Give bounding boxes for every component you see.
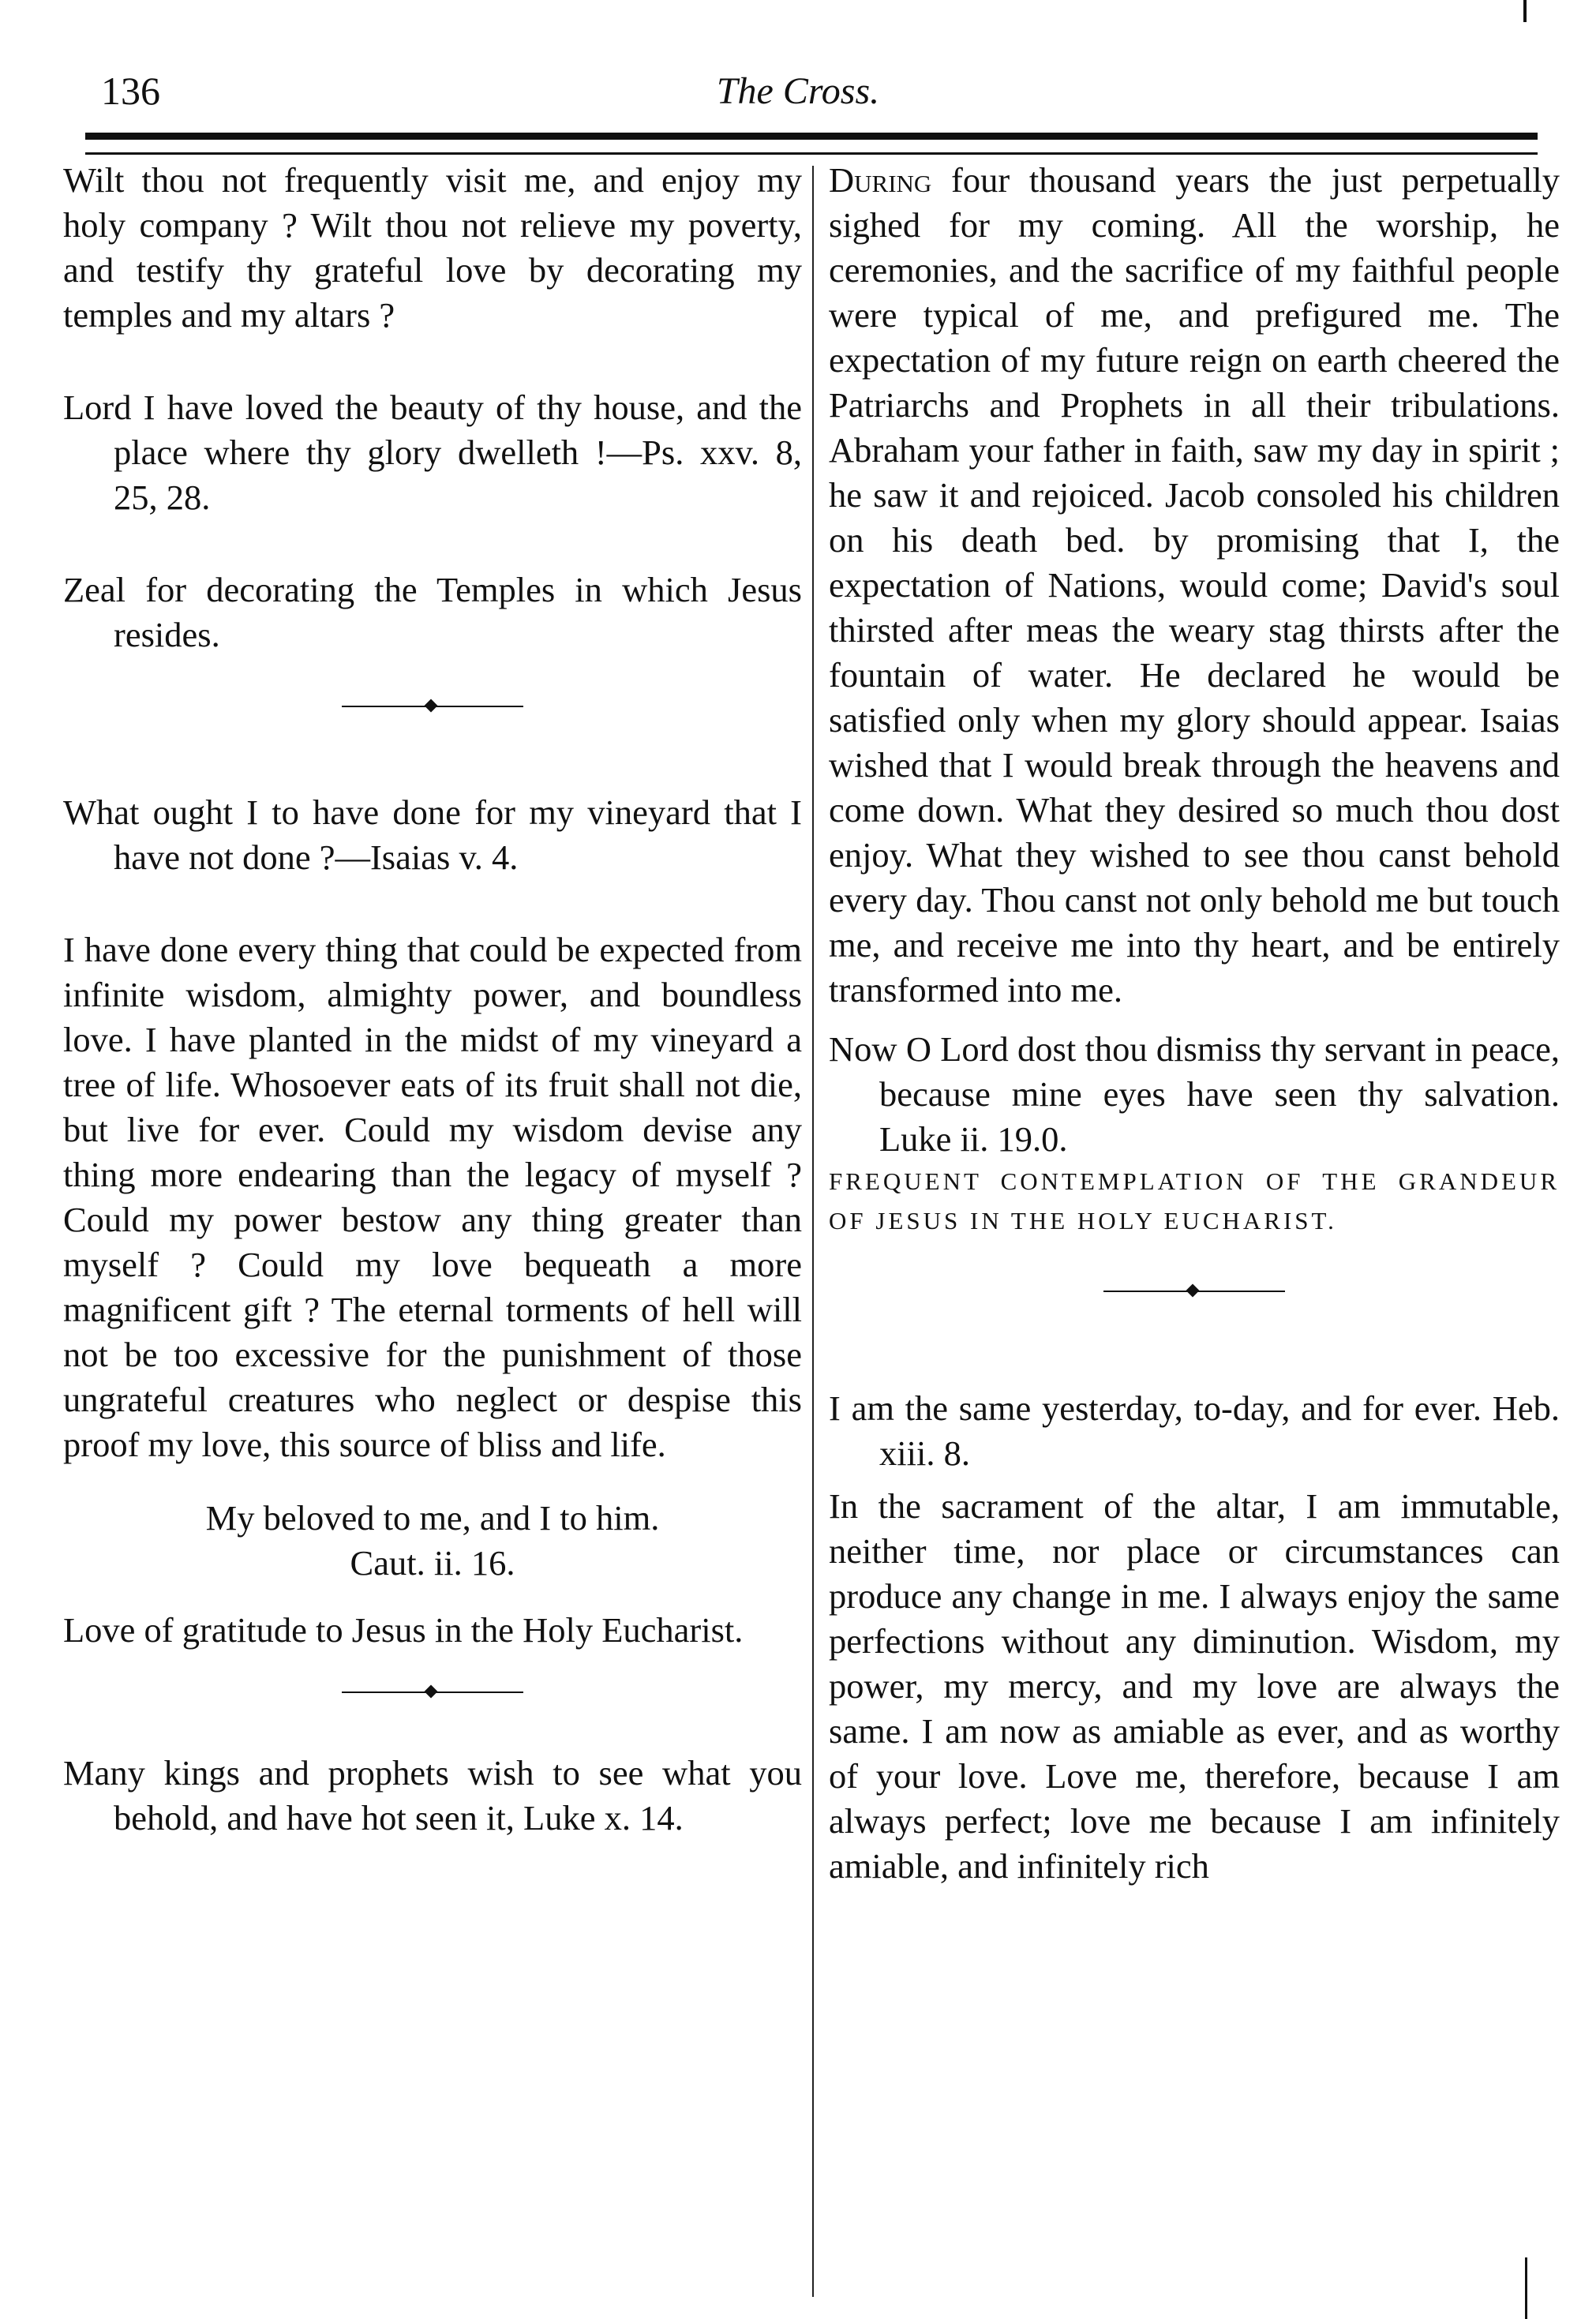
ornament-divider xyxy=(1103,1283,1285,1299)
left-section-title: Zeal for decorating the Temples in which Jesus resides. xyxy=(63,570,802,654)
right-paragraph-1 xyxy=(829,158,1560,1013)
right-section-heading: FREQUENT CONTEMPLATION OF THE GRANDEUR OF JESUS IN THE HOLY EUCHARIST. xyxy=(829,1167,1560,1234)
drop-lead-word: During xyxy=(829,160,932,200)
left-paragraph-1: Wilt thou not frequently visit me, and enjoy my holy company ? Wilt thou not relieve my poverty, and testify thy grateful love by decorating my temples and my altars ? xyxy=(63,160,802,335)
running-title: The Cross. xyxy=(716,70,880,112)
left-scripture-quote: Lord I have loved the beauty of thy house, and the place where thy glory dwelleth !—Ps. xxv. 8, 25, 28. xyxy=(63,388,802,517)
left-column xyxy=(63,158,802,1841)
left-quote-ref: Caut. ii. 16. xyxy=(350,1543,515,1583)
page-number: 136 xyxy=(101,69,160,113)
right-scripture-quote: Now O Lord dost thou dismiss thy servant in peace, because mine eyes have seen thy salvation. Luke ii. 19.0. xyxy=(829,1029,1560,1159)
left-paragraph-2: I have done every thing that could be expected from infinite wisdom, almighty power, and boundless love. I have planted in the midst of my vineyard a tree of life. Whosoever eats of its fruit shall not die, but live for ever. Could my wisdom devise any thing more endearing than the legacy of myself ? Could my power bestow any thing greater than myself ? Could my love bequeath a more magnificent gift ? The eternal torments of hell will not be too excessive for the punishment of those ungrateful creatures who neglect or despise this proof my love, this source of bliss and life. xyxy=(63,930,802,1464)
page-edge-mark xyxy=(1525,2257,1527,2319)
header-rule xyxy=(85,133,1538,155)
right-column xyxy=(829,158,1560,1889)
right-scripture-quote-2: I am the same yesterday, to-day, and for ever. Heb. xiii. 8. xyxy=(829,1388,1560,1473)
left-scripture-quote-3: Many kings and prophets wish to see what you behold, and have hot seen it, Luke x. 14. xyxy=(63,1753,802,1838)
left-quote-line: My beloved to me, and I to him. xyxy=(205,1498,660,1538)
column-divider xyxy=(812,166,814,2297)
left-section-title-2: Love of gratitude to Jesus in the Holy Eucharist. xyxy=(63,1610,744,1650)
page-edge-mark xyxy=(1523,0,1527,22)
ornament-divider xyxy=(342,1684,523,1700)
ornament-divider xyxy=(342,699,523,714)
right-paragraph-1-text: four thousand years the just perpetually sighed for my coming. All the worship, he ceremonies, and the sacrifice of my faithful people were typical of me, and prefigured me. The expectation of my future reign on earth cheered the Patriarchs and Prophets in all their tribulations. Abraham your father in faith, saw my day in spirit ; he saw it and rejoiced. Jacob consoled his children on his death bed. by promising that I, the expectation of Nations, would come; David's soul thirsted after meas the weary stag thirsts after the fountain of water. He declared he would be satisfied only when my glory should appear. Isaias wished that I would break through the heavens and come down. What they desired so much thou dost enjoy. What they wished to see thou canst behold every day. Thou canst not only behold me but touch me, and receive me into thy heart, and be entirely transformed into me. xyxy=(829,160,1560,1010)
left-scripture-quote-2: What ought I to have done for my vineyard that I have not done ?—Isaias v. 4. xyxy=(63,792,802,877)
right-paragraph-2: In the sacrament of the altar, I am immutable, neither time, nor place or circumstances can produce any change in me. I always enjoy the same perfections without any diminution. Wisdom, my power, my mercy, and my love are always the same. I am now as amiable as ever, and as worthy of your love. Love me, therefore, because I am always perfect; love me because I am infinitely amiable, and infinitely rich xyxy=(829,1486,1560,1886)
